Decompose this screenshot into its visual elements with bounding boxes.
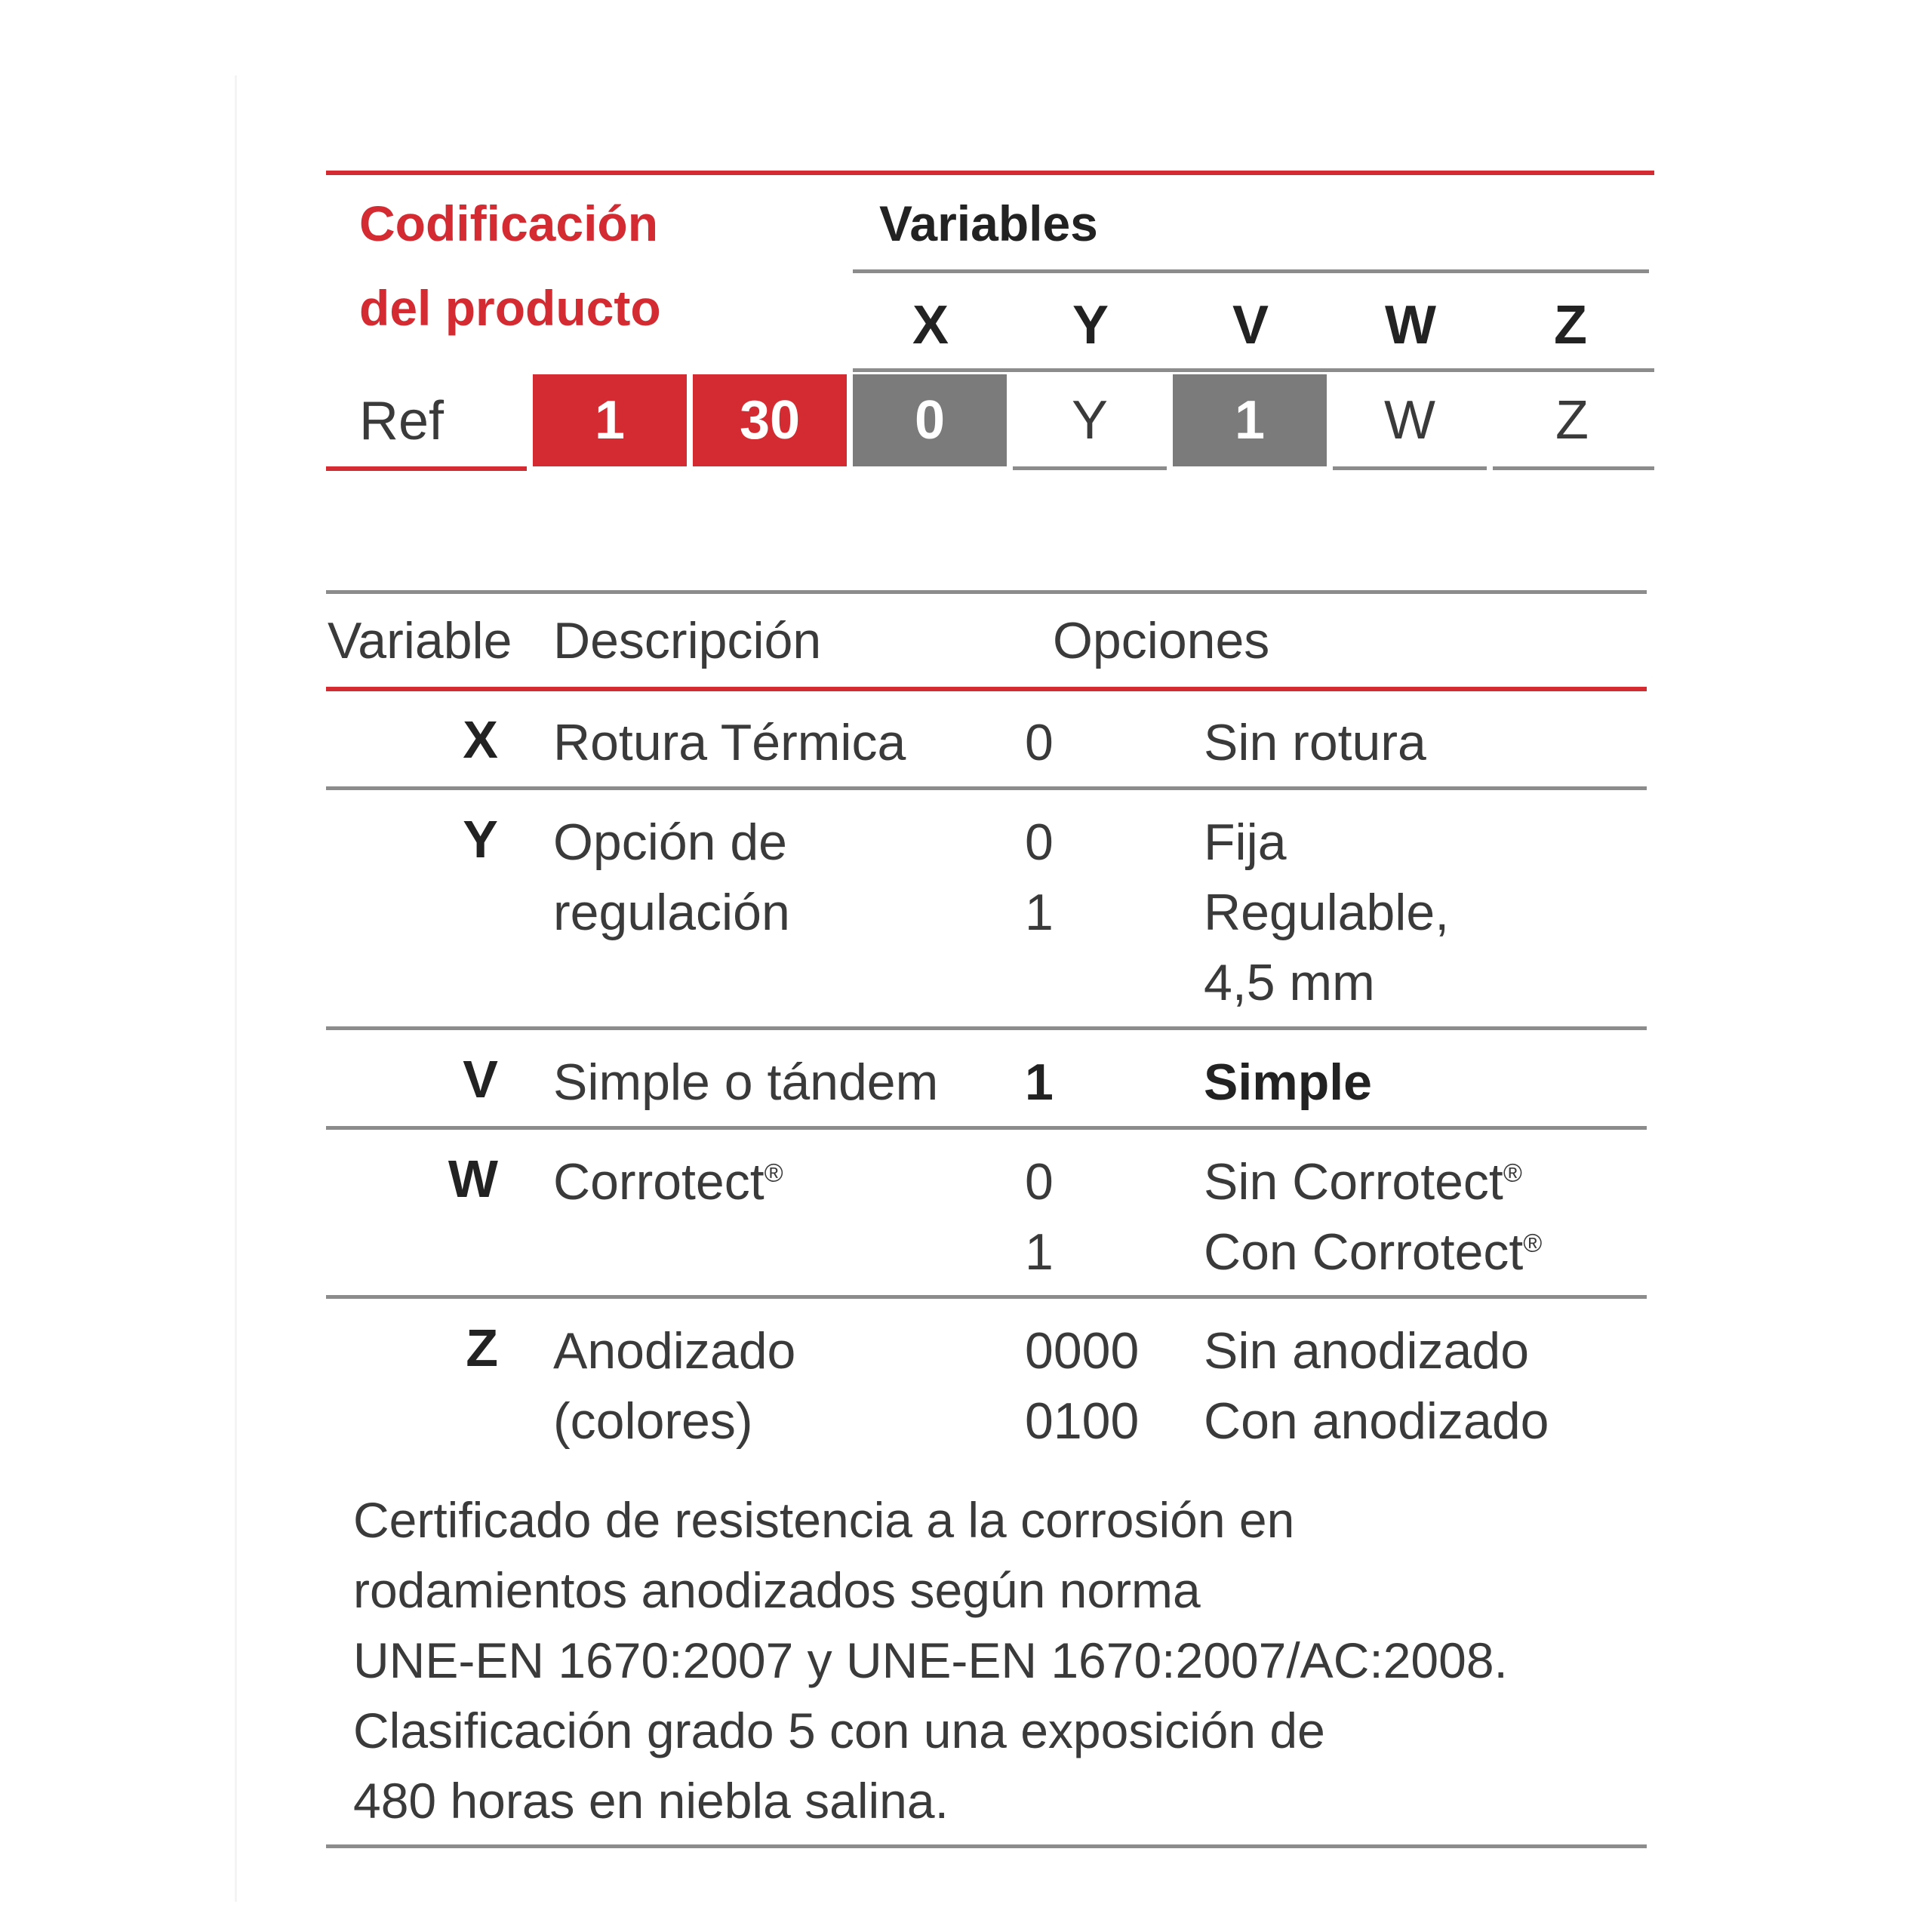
registered-mark: ® <box>1523 1229 1543 1258</box>
row-y-rule <box>326 1026 1647 1030</box>
code-cell-y: Y <box>1071 390 1109 451</box>
row-v-variable: V <box>463 1050 498 1109</box>
cell-z-underline <box>1493 466 1654 470</box>
code-cell-w: W <box>1384 390 1435 451</box>
header-variable: Variable <box>328 612 512 669</box>
page-edge-line <box>235 75 237 1902</box>
row-y-description-1: Opción de <box>553 814 787 871</box>
row-y-option-1: Fija <box>1204 814 1287 871</box>
row-x-rule <box>326 786 1647 790</box>
row-w-description: Corrotect® <box>553 1153 783 1211</box>
row-z-code-2: 0100 <box>1025 1392 1140 1450</box>
row-y-description-2: regulación <box>553 884 790 941</box>
row-z-option-2: Con anodizado <box>1204 1392 1549 1450</box>
row-y-code-2: 1 <box>1025 884 1054 941</box>
bottom-rule <box>326 1844 1647 1848</box>
registered-mark: ® <box>764 1158 783 1188</box>
row-v-description: Simple o tándem <box>553 1054 939 1111</box>
column-v: V <box>1232 295 1269 355</box>
variables-title: Variables <box>879 195 1098 251</box>
row-w-code-1: 0 <box>1025 1153 1054 1211</box>
cell-y-underline <box>1013 466 1167 470</box>
ref-label: Ref <box>359 391 445 451</box>
code-cell-1: 1 <box>533 374 687 466</box>
row-x-option: Sin rotura <box>1204 714 1426 771</box>
row-v-rule <box>326 1126 1647 1130</box>
row-w-option-2: Con Corrotect® <box>1204 1223 1543 1281</box>
header-description: Descripción <box>553 612 822 669</box>
row-w-option-1: Sin Corrotect® <box>1204 1153 1522 1211</box>
cell-w-underline <box>1333 466 1487 470</box>
row-y-variable: Y <box>463 810 498 869</box>
note-line-1: Certificado de resistencia a la corrosión en <box>353 1492 1295 1548</box>
header-options: Opciones <box>1053 612 1270 669</box>
row-v-option: Simple <box>1204 1054 1372 1111</box>
columns-rule <box>853 368 1654 372</box>
note-line-3: UNE-EN 1670:2007 y UNE-EN 1670:2007/AC:2008. <box>353 1632 1508 1688</box>
note-line-5: 480 horas en niebla salina. <box>353 1773 949 1829</box>
column-y: Y <box>1072 295 1109 355</box>
code-cell-30: 30 <box>693 374 847 466</box>
coding-title-line1: Codificación <box>359 195 659 251</box>
note-line-2: rodamientos anodizados según norma <box>353 1562 1201 1618</box>
row-v-code: 1 <box>1025 1054 1054 1111</box>
row-w-variable: W <box>448 1149 498 1208</box>
row-x-code: 0 <box>1025 714 1054 771</box>
column-w: W <box>1385 295 1436 355</box>
row-x-variable: X <box>463 710 498 769</box>
table-header-rule <box>326 687 1647 691</box>
row-y-option-3: 4,5 mm <box>1204 954 1375 1011</box>
column-z: Z <box>1554 295 1587 355</box>
row-y-code-1: 0 <box>1025 814 1054 871</box>
row-x-description: Rotura Térmica <box>553 714 906 771</box>
code-cell-x: 0 <box>853 374 1007 466</box>
code-cell-v: 1 <box>1173 374 1327 466</box>
row-z-description-2: (colores) <box>553 1392 753 1450</box>
row-z-code-1: 0000 <box>1025 1322 1140 1380</box>
table-top-rule <box>326 590 1647 594</box>
ref-underline <box>326 466 527 471</box>
row-z-variable: Z <box>466 1318 498 1377</box>
column-x: X <box>912 295 949 355</box>
row-w-code-2: 1 <box>1025 1223 1054 1281</box>
top-rule <box>326 171 1654 175</box>
row-z-option-1: Sin anodizado <box>1204 1322 1530 1380</box>
variables-rule <box>853 269 1649 273</box>
registered-mark: ® <box>1503 1158 1522 1188</box>
row-w-rule <box>326 1295 1647 1299</box>
row-z-description-1: Anodizado <box>553 1322 796 1380</box>
code-cell-z: Z <box>1555 390 1589 451</box>
note-line-4: Clasificación grado 5 con una exposición de <box>353 1703 1325 1758</box>
coding-title-line2: del producto <box>359 280 661 336</box>
row-y-option-2: Regulable, <box>1204 884 1450 941</box>
